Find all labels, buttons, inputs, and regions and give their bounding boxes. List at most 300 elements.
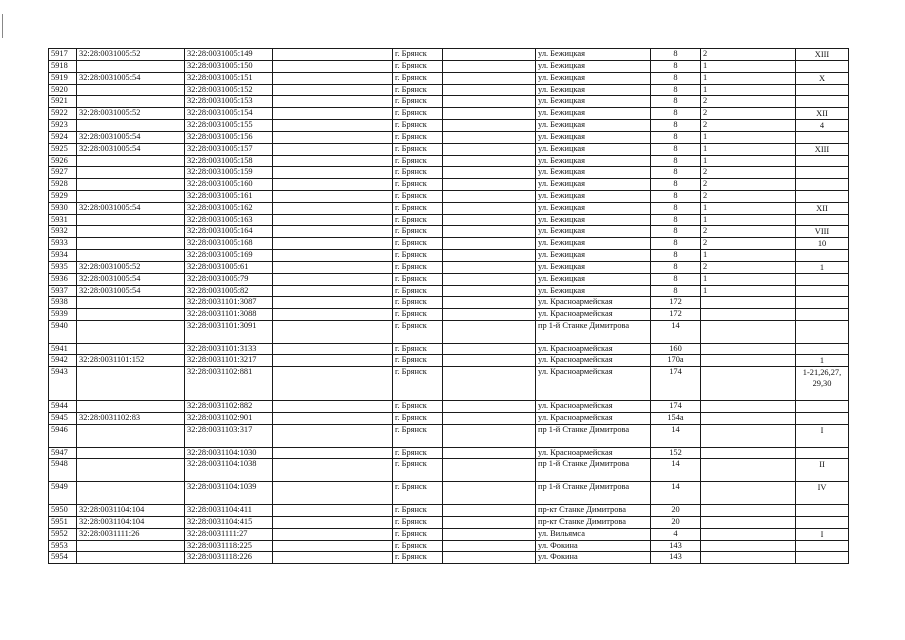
street-cell: ул. Бежицкая [536,190,651,202]
row-number-cell: 5923 [49,120,77,132]
object-cadastral-cell: 32:28:0031118:226 [185,552,273,564]
scan-edge-mark [2,14,3,38]
table-row [49,72,849,84]
city-cell: г. Брянск [393,285,443,297]
empty-cell [443,167,536,179]
flat-number-cell [701,424,796,447]
empty-cell [443,108,536,120]
object-cadastral-cell: 32:28:0031103:317 [185,424,273,447]
street-cell: ул. Бежицкая [536,179,651,191]
city-cell: г. Брянск [393,49,443,61]
house-number-cell: 8 [651,84,701,96]
object-cadastral-cell: 32:28:0031005:161 [185,190,273,202]
table-row [49,179,849,191]
empty-cell [273,61,393,73]
house-number-cell: 174 [651,367,701,401]
room-number-cell: 1-21,26,27, 29,30 [796,367,849,401]
city-cell: г. Брянск [393,308,443,320]
table-row [49,155,849,167]
street-cell: ул. Бежицкая [536,61,651,73]
land-cadastral-cell: 32:28:0031005:54 [77,285,185,297]
flat-number-cell: 2 [701,261,796,273]
city-cell: г. Брянск [393,413,443,425]
land-cadastral-cell [77,190,185,202]
row-number-cell: 5947 [49,447,77,459]
object-cadastral-cell: 32:28:0031005:169 [185,250,273,262]
house-number-cell: 14 [651,320,701,343]
empty-cell [273,49,393,61]
flat-number-cell: 1 [701,72,796,84]
room-number-cell: I [796,424,849,447]
city-cell: г. Брянск [393,505,443,517]
row-number-cell: 5934 [49,250,77,262]
object-cadastral-cell: 32:28:0031102:901 [185,413,273,425]
table-row [49,108,849,120]
land-cadastral-cell [77,367,185,401]
row-number-cell: 5950 [49,505,77,517]
land-cadastral-cell [77,552,185,564]
room-number-cell [796,413,849,425]
flat-number-cell: 1 [701,61,796,73]
land-cadastral-cell [77,61,185,73]
row-number-cell: 5948 [49,459,77,482]
flat-number-cell: 2 [701,226,796,238]
empty-cell [443,424,536,447]
flat-number-cell: 1 [701,84,796,96]
flat-number-cell: 1 [701,132,796,144]
street-cell: пр 1-й Станке Димитрова [536,459,651,482]
registry-body [49,49,849,564]
row-number-cell: 5926 [49,155,77,167]
table-row [49,320,849,343]
city-cell: г. Брянск [393,355,443,367]
street-cell: ул. Вильямса [536,528,651,540]
room-number-cell [796,320,849,343]
object-cadastral-cell: 32:28:0031101:3087 [185,297,273,309]
city-cell: г. Брянск [393,226,443,238]
row-number-cell: 5920 [49,84,77,96]
object-cadastral-cell: 32:28:0031101:3217 [185,355,273,367]
city-cell: г. Брянск [393,447,443,459]
street-cell: ул. Фокина [536,552,651,564]
land-cadastral-cell [77,238,185,250]
street-cell: пр 1-й Станке Димитрова [536,482,651,505]
street-cell: ул. Бежицкая [536,273,651,285]
street-cell: ул. Красноармейская [536,367,651,401]
flat-number-cell [701,355,796,367]
flat-number-cell [701,343,796,355]
city-cell: г. Брянск [393,167,443,179]
city-cell: г. Брянск [393,96,443,108]
land-cadastral-cell: 32:28:0031111:26 [77,528,185,540]
land-cadastral-cell: 32:28:0031005:54 [77,72,185,84]
table-row [49,447,849,459]
table-row [49,238,849,250]
house-number-cell: 152 [651,447,701,459]
row-number-cell: 5952 [49,528,77,540]
land-cadastral-cell [77,84,185,96]
empty-cell [443,72,536,84]
empty-cell [443,308,536,320]
empty-cell [273,214,393,226]
flat-number-cell: 1 [701,250,796,262]
house-number-cell: 160 [651,343,701,355]
empty-cell [443,413,536,425]
city-cell: г. Брянск [393,84,443,96]
street-cell: ул. Красноармейская [536,297,651,309]
table-row [49,285,849,297]
land-cadastral-cell: 32:28:0031101:152 [77,355,185,367]
property-registry-table [48,48,849,564]
empty-cell [443,367,536,401]
city-cell: г. Брянск [393,424,443,447]
city-cell: г. Брянск [393,273,443,285]
object-cadastral-cell: 32:28:0031005:164 [185,226,273,238]
house-number-cell: 8 [651,190,701,202]
table-row [49,261,849,273]
empty-cell [443,214,536,226]
empty-cell [273,238,393,250]
city-cell: г. Брянск [393,72,443,84]
row-number-cell: 5936 [49,273,77,285]
city-cell: г. Брянск [393,459,443,482]
house-number-cell: 143 [651,540,701,552]
house-number-cell: 14 [651,459,701,482]
empty-cell [273,108,393,120]
empty-cell [443,273,536,285]
house-number-cell: 8 [651,155,701,167]
land-cadastral-cell: 32:28:0031005:52 [77,49,185,61]
empty-cell [443,61,536,73]
room-number-cell [796,517,849,529]
empty-cell [443,540,536,552]
object-cadastral-cell: 32:28:0031104:1039 [185,482,273,505]
land-cadastral-cell [77,226,185,238]
street-cell: ул. Бежицкая [536,214,651,226]
flat-number-cell: 2 [701,167,796,179]
row-number-cell: 5953 [49,540,77,552]
street-cell: ул. Бежицкая [536,285,651,297]
city-cell: г. Брянск [393,367,443,401]
street-cell: ул. Бежицкая [536,155,651,167]
city-cell: г. Брянск [393,238,443,250]
empty-cell [443,190,536,202]
land-cadastral-cell: 32:28:0031005:52 [77,261,185,273]
room-number-cell: XII [796,202,849,214]
row-number-cell: 5944 [49,401,77,413]
street-cell: ул. Бежицкая [536,120,651,132]
flat-number-cell: 1 [701,273,796,285]
room-number-cell [796,505,849,517]
house-number-cell: 14 [651,424,701,447]
room-number-cell [796,179,849,191]
room-number-cell [796,61,849,73]
land-cadastral-cell [77,120,185,132]
empty-cell [443,447,536,459]
row-number-cell: 5928 [49,179,77,191]
empty-cell [273,343,393,355]
row-number-cell: 5935 [49,261,77,273]
object-cadastral-cell: 32:28:0031104:415 [185,517,273,529]
room-number-cell [796,250,849,262]
empty-cell [273,308,393,320]
row-number-cell: 5931 [49,214,77,226]
street-cell: ул. Бежицкая [536,167,651,179]
street-cell: ул. Бежицкая [536,72,651,84]
table-row [49,167,849,179]
empty-cell [443,297,536,309]
empty-cell [273,517,393,529]
city-cell: г. Брянск [393,343,443,355]
room-number-cell [796,297,849,309]
house-number-cell: 8 [651,273,701,285]
empty-cell [273,250,393,262]
empty-cell [273,179,393,191]
row-number-cell: 5939 [49,308,77,320]
city-cell: г. Брянск [393,61,443,73]
flat-number-cell [701,517,796,529]
object-cadastral-cell: 32:28:0031005:168 [185,238,273,250]
table-row [49,401,849,413]
empty-cell [273,297,393,309]
empty-cell [273,132,393,144]
object-cadastral-cell: 32:28:0031005:152 [185,84,273,96]
land-cadastral-cell: 32:28:0031005:54 [77,143,185,155]
land-cadastral-cell [77,155,185,167]
table-row [49,120,849,132]
object-cadastral-cell: 32:28:0031104:1030 [185,447,273,459]
street-cell: пр-кт Станке Димитрова [536,517,651,529]
table-row [49,49,849,61]
land-cadastral-cell [77,96,185,108]
house-number-cell: 8 [651,96,701,108]
street-cell: ул. Красноармейская [536,401,651,413]
table-row [49,355,849,367]
empty-cell [273,96,393,108]
land-cadastral-cell: 32:28:0031005:54 [77,202,185,214]
street-cell: ул. Красноармейская [536,413,651,425]
row-number-cell: 5925 [49,143,77,155]
room-number-cell [796,132,849,144]
object-cadastral-cell: 32:28:0031005:156 [185,132,273,144]
empty-cell [273,413,393,425]
room-number-cell [796,155,849,167]
city-cell: г. Брянск [393,297,443,309]
street-cell: ул. Фокина [536,540,651,552]
flat-number-cell: 2 [701,120,796,132]
city-cell: г. Брянск [393,482,443,505]
room-number-cell: I [796,528,849,540]
flat-number-cell [701,320,796,343]
empty-cell [443,459,536,482]
room-number-cell [796,190,849,202]
house-number-cell: 8 [651,132,701,144]
object-cadastral-cell: 32:28:0031111:27 [185,528,273,540]
street-cell: ул. Бежицкая [536,250,651,262]
table-row [49,424,849,447]
table-row [49,505,849,517]
house-number-cell: 172 [651,297,701,309]
city-cell: г. Брянск [393,108,443,120]
city-cell: г. Брянск [393,261,443,273]
flat-number-cell: 1 [701,155,796,167]
house-number-cell: 8 [651,179,701,191]
flat-number-cell [701,552,796,564]
empty-cell [443,320,536,343]
object-cadastral-cell: 32:28:0031005:154 [185,108,273,120]
street-cell: ул. Красноармейская [536,355,651,367]
row-number-cell: 5927 [49,167,77,179]
city-cell: г. Брянск [393,540,443,552]
empty-cell [273,447,393,459]
object-cadastral-cell: 32:28:0031101:3091 [185,320,273,343]
object-cadastral-cell: 32:28:0031005:159 [185,167,273,179]
row-number-cell: 5921 [49,96,77,108]
room-number-cell [796,540,849,552]
object-cadastral-cell: 32:28:0031005:162 [185,202,273,214]
empty-cell [273,540,393,552]
house-number-cell: 8 [651,72,701,84]
table-row [49,214,849,226]
room-number-cell [796,552,849,564]
room-number-cell [796,308,849,320]
object-cadastral-cell: 32:28:0031005:61 [185,261,273,273]
flat-number-cell [701,459,796,482]
flat-number-cell: 2 [701,49,796,61]
city-cell: г. Брянск [393,250,443,262]
table-row [49,540,849,552]
table-row [49,96,849,108]
empty-cell [443,120,536,132]
table-row [49,143,849,155]
room-number-cell: 10 [796,238,849,250]
room-number-cell [796,96,849,108]
street-cell: ул. Бежицкая [536,108,651,120]
row-number-cell: 5933 [49,238,77,250]
flat-number-cell [701,413,796,425]
street-cell: ул. Красноармейская [536,343,651,355]
table-row [49,226,849,238]
city-cell: г. Брянск [393,552,443,564]
flat-number-cell: 1 [701,202,796,214]
flat-number-cell [701,447,796,459]
house-number-cell: 8 [651,108,701,120]
empty-cell [443,143,536,155]
empty-cell [443,528,536,540]
house-number-cell: 8 [651,49,701,61]
street-cell: пр 1-й Станке Димитрова [536,320,651,343]
object-cadastral-cell: 32:28:0031005:155 [185,120,273,132]
flat-number-cell [701,482,796,505]
empty-cell [443,401,536,413]
row-number-cell: 5949 [49,482,77,505]
table-row [49,482,849,505]
room-number-cell [796,84,849,96]
land-cadastral-cell: 32:28:0031005:54 [77,132,185,144]
table-row [49,517,849,529]
row-number-cell: 5922 [49,108,77,120]
flat-number-cell [701,367,796,401]
land-cadastral-cell [77,250,185,262]
street-cell: ул. Бежицкая [536,49,651,61]
row-number-cell: 5938 [49,297,77,309]
row-number-cell: 5954 [49,552,77,564]
city-cell: г. Брянск [393,320,443,343]
room-number-cell: IV [796,482,849,505]
empty-cell [273,459,393,482]
house-number-cell: 8 [651,202,701,214]
registry-sheet [48,48,849,564]
flat-number-cell [701,308,796,320]
table-row [49,552,849,564]
house-number-cell: 172 [651,308,701,320]
street-cell: ул. Бежицкая [536,202,651,214]
empty-cell [443,343,536,355]
empty-cell [273,401,393,413]
land-cadastral-cell [77,320,185,343]
row-number-cell: 5930 [49,202,77,214]
room-number-cell [796,401,849,413]
house-number-cell: 20 [651,505,701,517]
row-number-cell: 5937 [49,285,77,297]
house-number-cell: 154а [651,413,701,425]
land-cadastral-cell [77,167,185,179]
house-number-cell: 143 [651,552,701,564]
house-number-cell: 8 [651,250,701,262]
room-number-cell: VIII [796,226,849,238]
flat-number-cell: 2 [701,96,796,108]
flat-number-cell [701,401,796,413]
house-number-cell: 8 [651,120,701,132]
land-cadastral-cell [77,401,185,413]
street-cell: ул. Бежицкая [536,143,651,155]
empty-cell [273,120,393,132]
land-cadastral-cell [77,459,185,482]
flat-number-cell: 1 [701,143,796,155]
house-number-cell: 170а [651,355,701,367]
empty-cell [273,552,393,564]
empty-cell [443,517,536,529]
row-number-cell: 5943 [49,367,77,401]
land-cadastral-cell: 32:28:0031005:52 [77,108,185,120]
city-cell: г. Брянск [393,202,443,214]
empty-cell [273,155,393,167]
object-cadastral-cell: 32:28:0031005:163 [185,214,273,226]
room-number-cell: II [796,459,849,482]
room-number-cell: XIII [796,143,849,155]
flat-number-cell [701,528,796,540]
house-number-cell: 20 [651,517,701,529]
object-cadastral-cell: 32:28:0031104:411 [185,505,273,517]
table-row [49,308,849,320]
house-number-cell: 174 [651,401,701,413]
street-cell: ул. Бежицкая [536,238,651,250]
land-cadastral-cell: 32:28:0031005:54 [77,273,185,285]
table-row [49,413,849,425]
house-number-cell: 8 [651,285,701,297]
object-cadastral-cell: 32:28:0031005:149 [185,49,273,61]
row-number-cell: 5951 [49,517,77,529]
empty-cell [443,505,536,517]
row-number-cell: 5942 [49,355,77,367]
street-cell: ул. Бежицкая [536,261,651,273]
flat-number-cell: 1 [701,214,796,226]
flat-number-cell: 1 [701,285,796,297]
land-cadastral-cell: 32:28:0031102:83 [77,413,185,425]
flat-number-cell [701,540,796,552]
object-cadastral-cell: 32:28:0031102:882 [185,401,273,413]
room-number-cell: 1 [796,355,849,367]
